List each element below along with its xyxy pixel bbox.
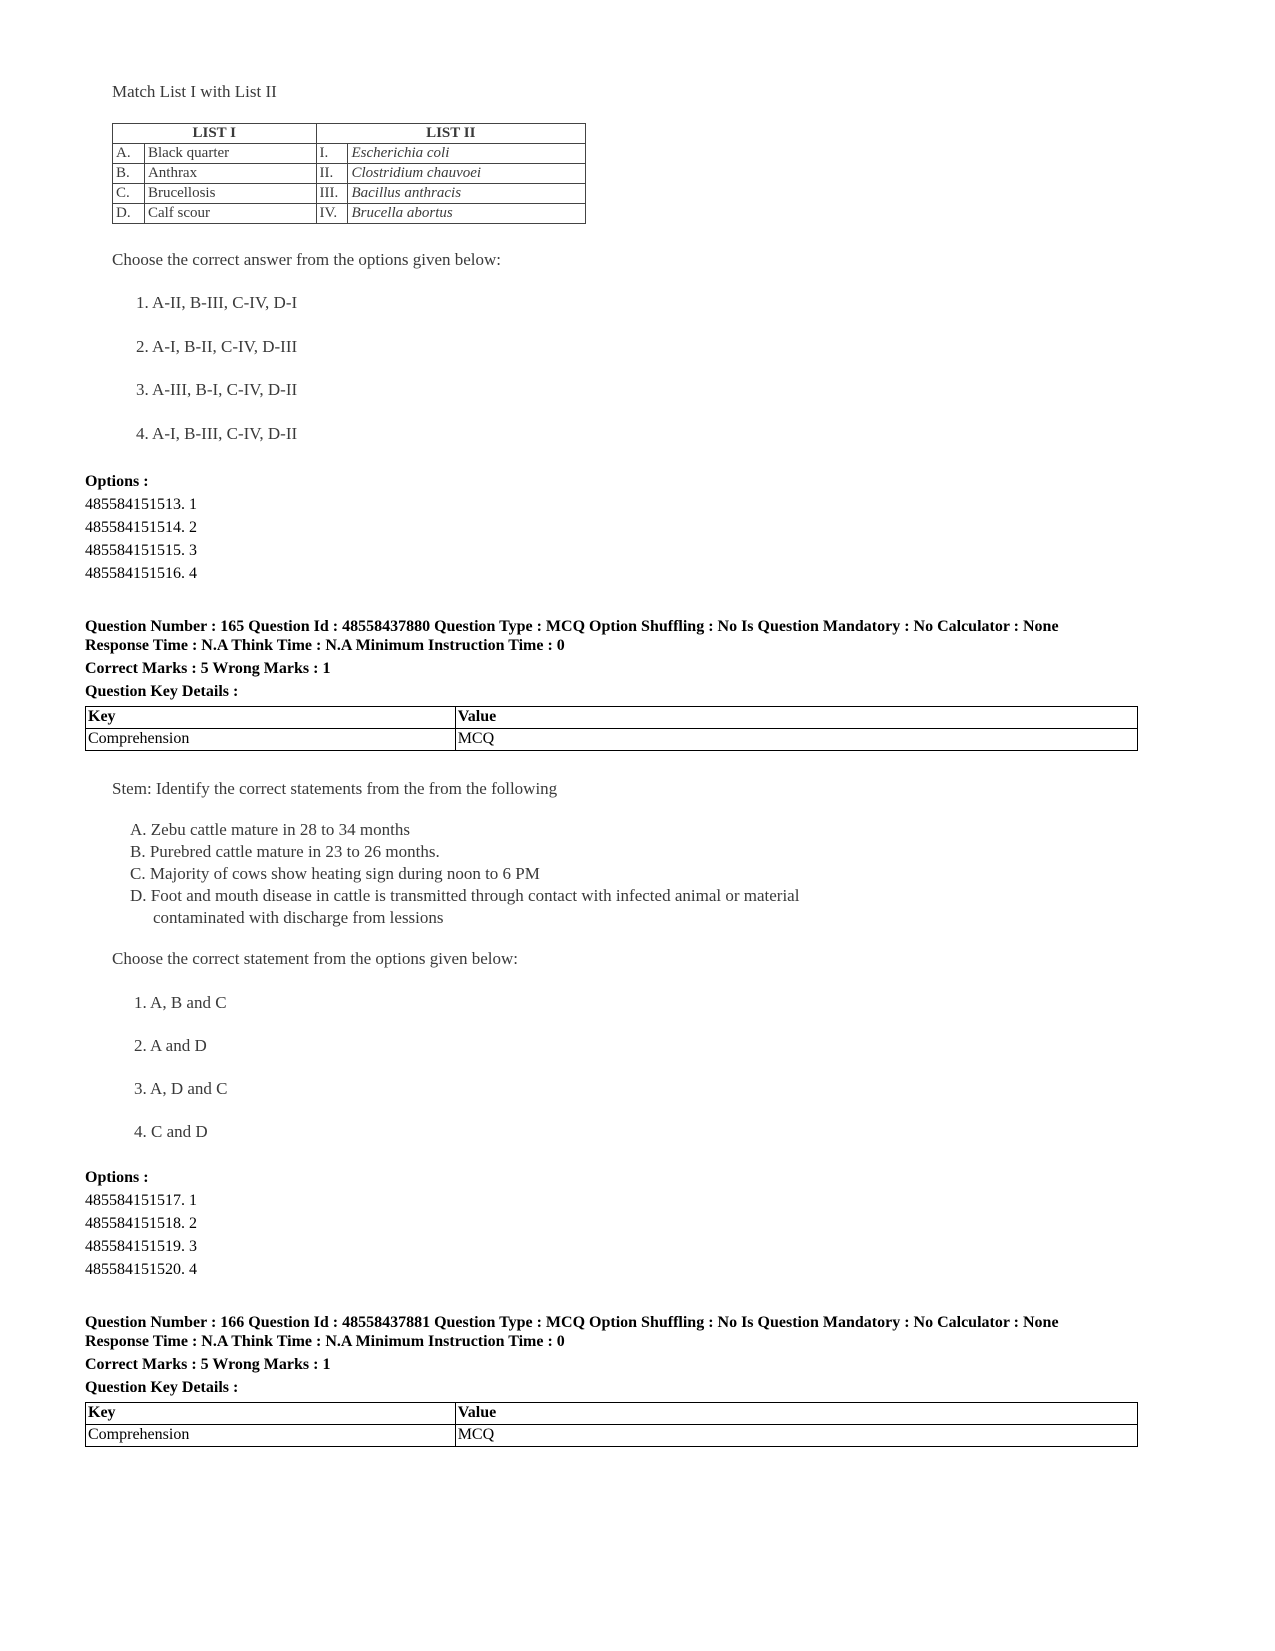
list-i-item: Black quarter [144, 144, 316, 164]
statement-item: A. Zebu cattle mature in 28 to 34 months [130, 820, 410, 839]
choice-item: 1. A, B and C [134, 993, 227, 1012]
list-i-letter: C. [113, 184, 145, 204]
stem-text: Stem: Identify the correct statements from the from the following [112, 779, 558, 798]
question-header-line1: Question Number : 165 Question Id : 48558437880 Question Type : MCQ Option Shuffling : No Is Question Mandatory : No Calculator : None [85, 618, 1059, 635]
key-table-header [86, 1403, 1138, 1425]
choice-item: 3. A, D and C [134, 1079, 228, 1098]
value-cell: MCQ [455, 1425, 1137, 1447]
list-i-letter: B. [113, 164, 145, 184]
statement-item: C. Majority of cows show heating sign during noon to 6 PM [130, 864, 540, 883]
option-item: 485584151516. 4 [85, 565, 197, 582]
value-column-header: Value [455, 707, 1137, 729]
options-label: Options : [85, 473, 149, 490]
list-i-letter: A. [113, 144, 145, 164]
question-header-line2: Response Time : N.A Think Time : N.A Minimum Instruction Time : 0 [85, 1333, 565, 1350]
list-ii-header: LIST II [316, 124, 585, 144]
key-column-header: Key [86, 707, 456, 729]
key-details-label: Question Key Details : [85, 1379, 239, 1396]
match-table-row [113, 204, 586, 224]
option-item: 485584151518. 2 [85, 1215, 197, 1232]
match-table-row [113, 184, 586, 204]
choice-item: 4. C and D [134, 1122, 208, 1141]
list-ii-numeral: II. [316, 164, 348, 184]
option-item: 485584151513. 1 [85, 496, 197, 513]
match-table-row [113, 164, 586, 184]
value-column-header: Value [455, 1403, 1137, 1425]
match-table-row [113, 144, 586, 164]
choice-item: 2. A-I, B-II, C-IV, D-III [136, 337, 298, 356]
list-ii-item: Escherichia coli [348, 144, 586, 164]
key-details-label: Question Key Details : [85, 683, 239, 700]
statement-item: D. Foot and mouth disease in cattle is transmitted through contact with infected animal or material [130, 886, 800, 905]
question-header-line1: Question Number : 166 Question Id : 48558437881 Question Type : MCQ Option Shuffling : No Is Question Mandatory : No Calculator : None [85, 1314, 1059, 1331]
match-table-header [113, 124, 586, 144]
question-key-table [85, 706, 1138, 751]
statement-continuation: contaminated with discharge from lessions [153, 908, 444, 927]
key-cell: Comprehension [86, 729, 456, 751]
list-ii-numeral: III. [316, 184, 348, 204]
value-cell: MCQ [455, 729, 1137, 751]
match-list-table [112, 123, 586, 224]
list-i-header: LIST I [113, 124, 317, 144]
marks-line: Correct Marks : 5 Wrong Marks : 1 [85, 1356, 331, 1373]
choose-instruction: Choose the correct answer from the options given below: [112, 250, 502, 269]
key-table-row [86, 1425, 1138, 1447]
list-ii-item: Brucella abortus [348, 204, 586, 224]
choice-item: 2. A and D [134, 1036, 207, 1055]
choice-item: 3. A-III, B-I, C-IV, D-II [136, 380, 298, 399]
list-i-item: Calf scour [144, 204, 316, 224]
options-label: Options : [85, 1169, 149, 1186]
option-item: 485584151514. 2 [85, 519, 197, 536]
list-i-letter: D. [113, 204, 145, 224]
key-table-header [86, 707, 1138, 729]
list-i-item: Anthrax [144, 164, 316, 184]
marks-line: Correct Marks : 5 Wrong Marks : 1 [85, 660, 331, 677]
list-i-item: Brucellosis [144, 184, 316, 204]
option-item: 485584151520. 4 [85, 1261, 197, 1278]
choose-instruction: Choose the correct statement from the options given below: [112, 949, 519, 968]
choice-item: 4. A-I, B-III, C-IV, D-II [136, 424, 298, 443]
list-ii-numeral: IV. [316, 204, 348, 224]
option-item: 485584151517. 1 [85, 1192, 197, 1209]
option-item: 485584151515. 3 [85, 542, 197, 559]
choice-item: 1. A-II, B-III, C-IV, D-I [136, 293, 298, 312]
statement-item: B. Purebred cattle mature in 23 to 26 months. [130, 842, 440, 861]
match-instruction: Match List I with List II [112, 82, 277, 101]
list-ii-item: Bacillus anthracis [348, 184, 586, 204]
key-table-row [86, 729, 1138, 751]
list-ii-item: Clostridium chauvoei [348, 164, 586, 184]
option-item: 485584151519. 3 [85, 1238, 197, 1255]
question-header-line2: Response Time : N.A Think Time : N.A Minimum Instruction Time : 0 [85, 637, 565, 654]
key-cell: Comprehension [86, 1425, 456, 1447]
list-ii-numeral: I. [316, 144, 348, 164]
key-column-header: Key [86, 1403, 456, 1425]
question-key-table [85, 1402, 1138, 1447]
